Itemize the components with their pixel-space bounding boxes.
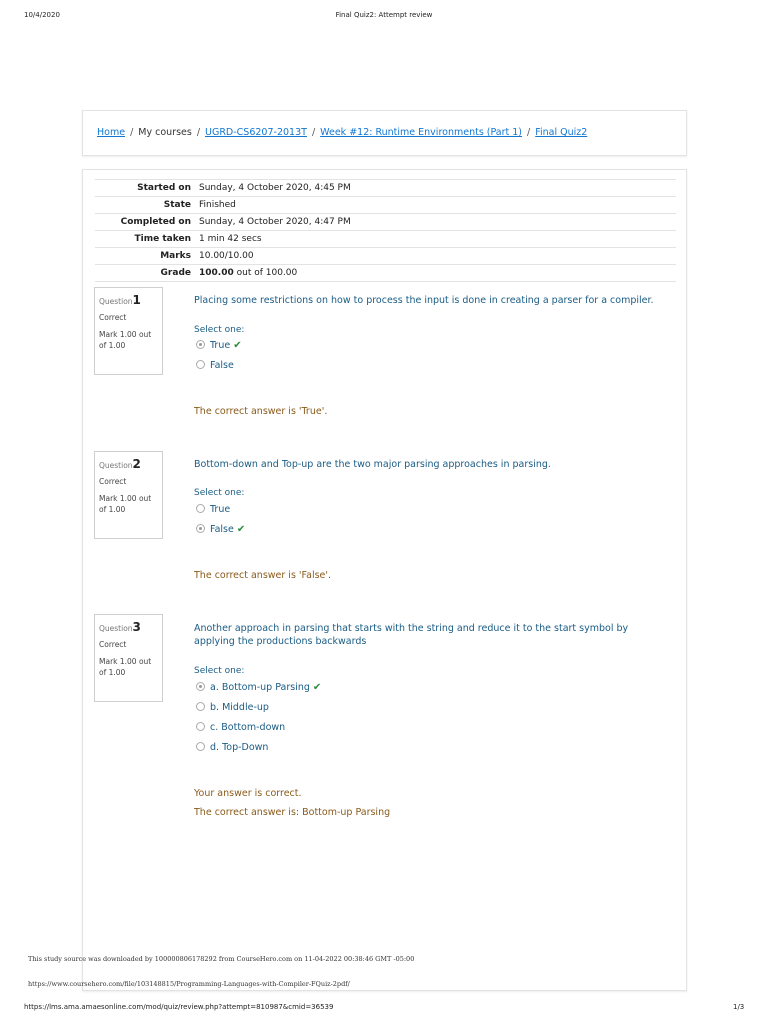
question-label: Question	[99, 624, 133, 633]
summary-label: Marks	[160, 251, 191, 261]
question-text-2: Bottom-down and Top-up are the two major parsing approaches in parsing.	[194, 459, 551, 470]
q3-option-d[interactable]	[196, 741, 268, 755]
print-date: 10/4/2020	[24, 11, 60, 19]
study-source-note: This study source was downloaded by 100000806178292 from CourseHero.com on 11-04-2022 00:38:46 GMT -05:00	[28, 955, 415, 963]
breadcrumb-my-courses: My courses	[138, 127, 192, 138]
page-url[interactable]: https://lms.ama.amaesonline.com/mod/quiz/review.php?attempt=810987&cmid=36539	[24, 1003, 334, 1011]
breadcrumb-home-link[interactable]: Home	[97, 127, 126, 138]
radio-icon[interactable]	[196, 722, 205, 731]
page-number: 1/3	[733, 1003, 745, 1011]
question-text-1: Placing some restrictions on how to process the input is done in creating a parser for a compiler.	[194, 295, 654, 306]
question-number: 2	[132, 457, 141, 471]
question-mark: Mark 1.00 out of 1.00	[99, 657, 152, 677]
question-number: 1	[132, 293, 141, 307]
checkmark-icon: ✔	[236, 524, 246, 535]
summary-value	[199, 265, 676, 282]
checkmark-icon: ✔	[312, 682, 322, 693]
summary-label: Completed on	[120, 217, 191, 227]
attempt-summary-table	[95, 179, 676, 282]
question-status: Correct	[99, 477, 127, 486]
grade-suffix: out of 100.00	[236, 268, 298, 278]
question-status: Correct	[99, 313, 127, 322]
print-title: Final Quiz2: Attempt review	[335, 11, 433, 19]
coursehero-url[interactable]: https://www.coursehero.com/file/103148815/Programming-Languages-with-Compiler-FQuiz-2pdf/	[28, 980, 350, 988]
question-number: 3	[132, 620, 141, 634]
question-feedback-3b: The correct answer is: Bottom-up Parsing	[194, 807, 391, 818]
question-status: Correct	[99, 640, 127, 649]
summary-row-marks	[95, 248, 676, 265]
q2-option-true[interactable]	[196, 503, 230, 517]
breadcrumb-week-link[interactable]: Week #12: Runtime Environments (Part 1)	[320, 127, 523, 138]
breadcrumb-separator: /	[196, 127, 201, 138]
summary-value: 1 min 42 secs	[199, 234, 262, 244]
q3-option-b[interactable]	[196, 701, 269, 715]
breadcrumb-course-link[interactable]: UGRD-CS6207-2013T	[205, 127, 307, 138]
q3-option-a[interactable]	[196, 681, 321, 695]
option-label: c. Bottom-down	[210, 722, 286, 733]
radio-selected-icon[interactable]	[196, 682, 205, 691]
breadcrumb-separator: /	[311, 127, 316, 138]
summary-label: Grade	[160, 268, 191, 278]
q1-option-true[interactable]	[196, 339, 242, 353]
breadcrumb-separator: /	[130, 127, 134, 138]
summary-row-state	[95, 197, 676, 214]
select-one-label-3: Select one:	[194, 666, 245, 676]
breadcrumb	[82, 110, 687, 156]
question-feedback-2: The correct answer is 'False'.	[194, 570, 332, 581]
summary-row-completed	[95, 214, 676, 231]
q2-option-false[interactable]	[196, 523, 245, 537]
question-info-3	[94, 614, 163, 702]
radio-icon[interactable]	[196, 742, 205, 751]
grade-value: 100.00	[199, 268, 234, 278]
option-label: False	[210, 360, 234, 371]
option-label: b. Middle-up	[210, 702, 269, 713]
option-label: True	[210, 504, 231, 515]
radio-icon[interactable]	[196, 360, 205, 369]
question-mark: Mark 1.00 out of 1.00	[99, 330, 152, 350]
select-one-label-1: Select one:	[194, 325, 245, 335]
select-one-label-2: Select one:	[194, 488, 245, 498]
question-mark: Mark 1.00 out of 1.00	[99, 494, 152, 514]
radio-icon[interactable]	[196, 504, 205, 513]
question-feedback-1: The correct answer is 'True'.	[194, 406, 328, 417]
summary-value: 10.00/10.00	[199, 251, 254, 261]
summary-label: Time taken	[134, 234, 191, 244]
q1-option-false[interactable]	[196, 359, 234, 373]
summary-label: State	[163, 200, 191, 210]
summary-label: Started on	[137, 183, 191, 193]
q3-option-c[interactable]	[196, 721, 285, 735]
question-info-2	[94, 451, 163, 539]
question-info-1	[94, 287, 163, 375]
option-label: False	[210, 524, 234, 535]
option-label: d. Top-Down	[210, 742, 269, 753]
option-label: True	[210, 340, 231, 351]
option-label: a. Bottom-up Parsing	[210, 682, 310, 693]
summary-value: Finished	[199, 200, 236, 210]
summary-value: Sunday, 4 October 2020, 4:45 PM	[199, 183, 351, 193]
summary-value: Sunday, 4 October 2020, 4:47 PM	[199, 217, 351, 227]
question-feedback-3a: Your answer is correct.	[194, 788, 302, 799]
checkmark-icon: ✔	[233, 340, 242, 351]
breadcrumb-quiz-link[interactable]: Final Quiz2	[535, 127, 588, 138]
summary-row-started	[95, 180, 676, 197]
question-text-3: Another approach in parsing that starts with the string and reduce it to the start symbol by applying the productions backwards	[194, 623, 629, 647]
radio-icon[interactable]	[196, 702, 205, 711]
radio-selected-icon[interactable]	[196, 524, 205, 533]
summary-row-grade	[95, 265, 676, 282]
summary-row-time-taken	[95, 231, 676, 248]
radio-selected-icon[interactable]	[196, 340, 205, 349]
question-label: Question	[99, 461, 133, 470]
question-label: Question	[99, 297, 133, 306]
quiz-review-panel	[82, 169, 687, 991]
breadcrumb-separator: /	[527, 127, 531, 138]
